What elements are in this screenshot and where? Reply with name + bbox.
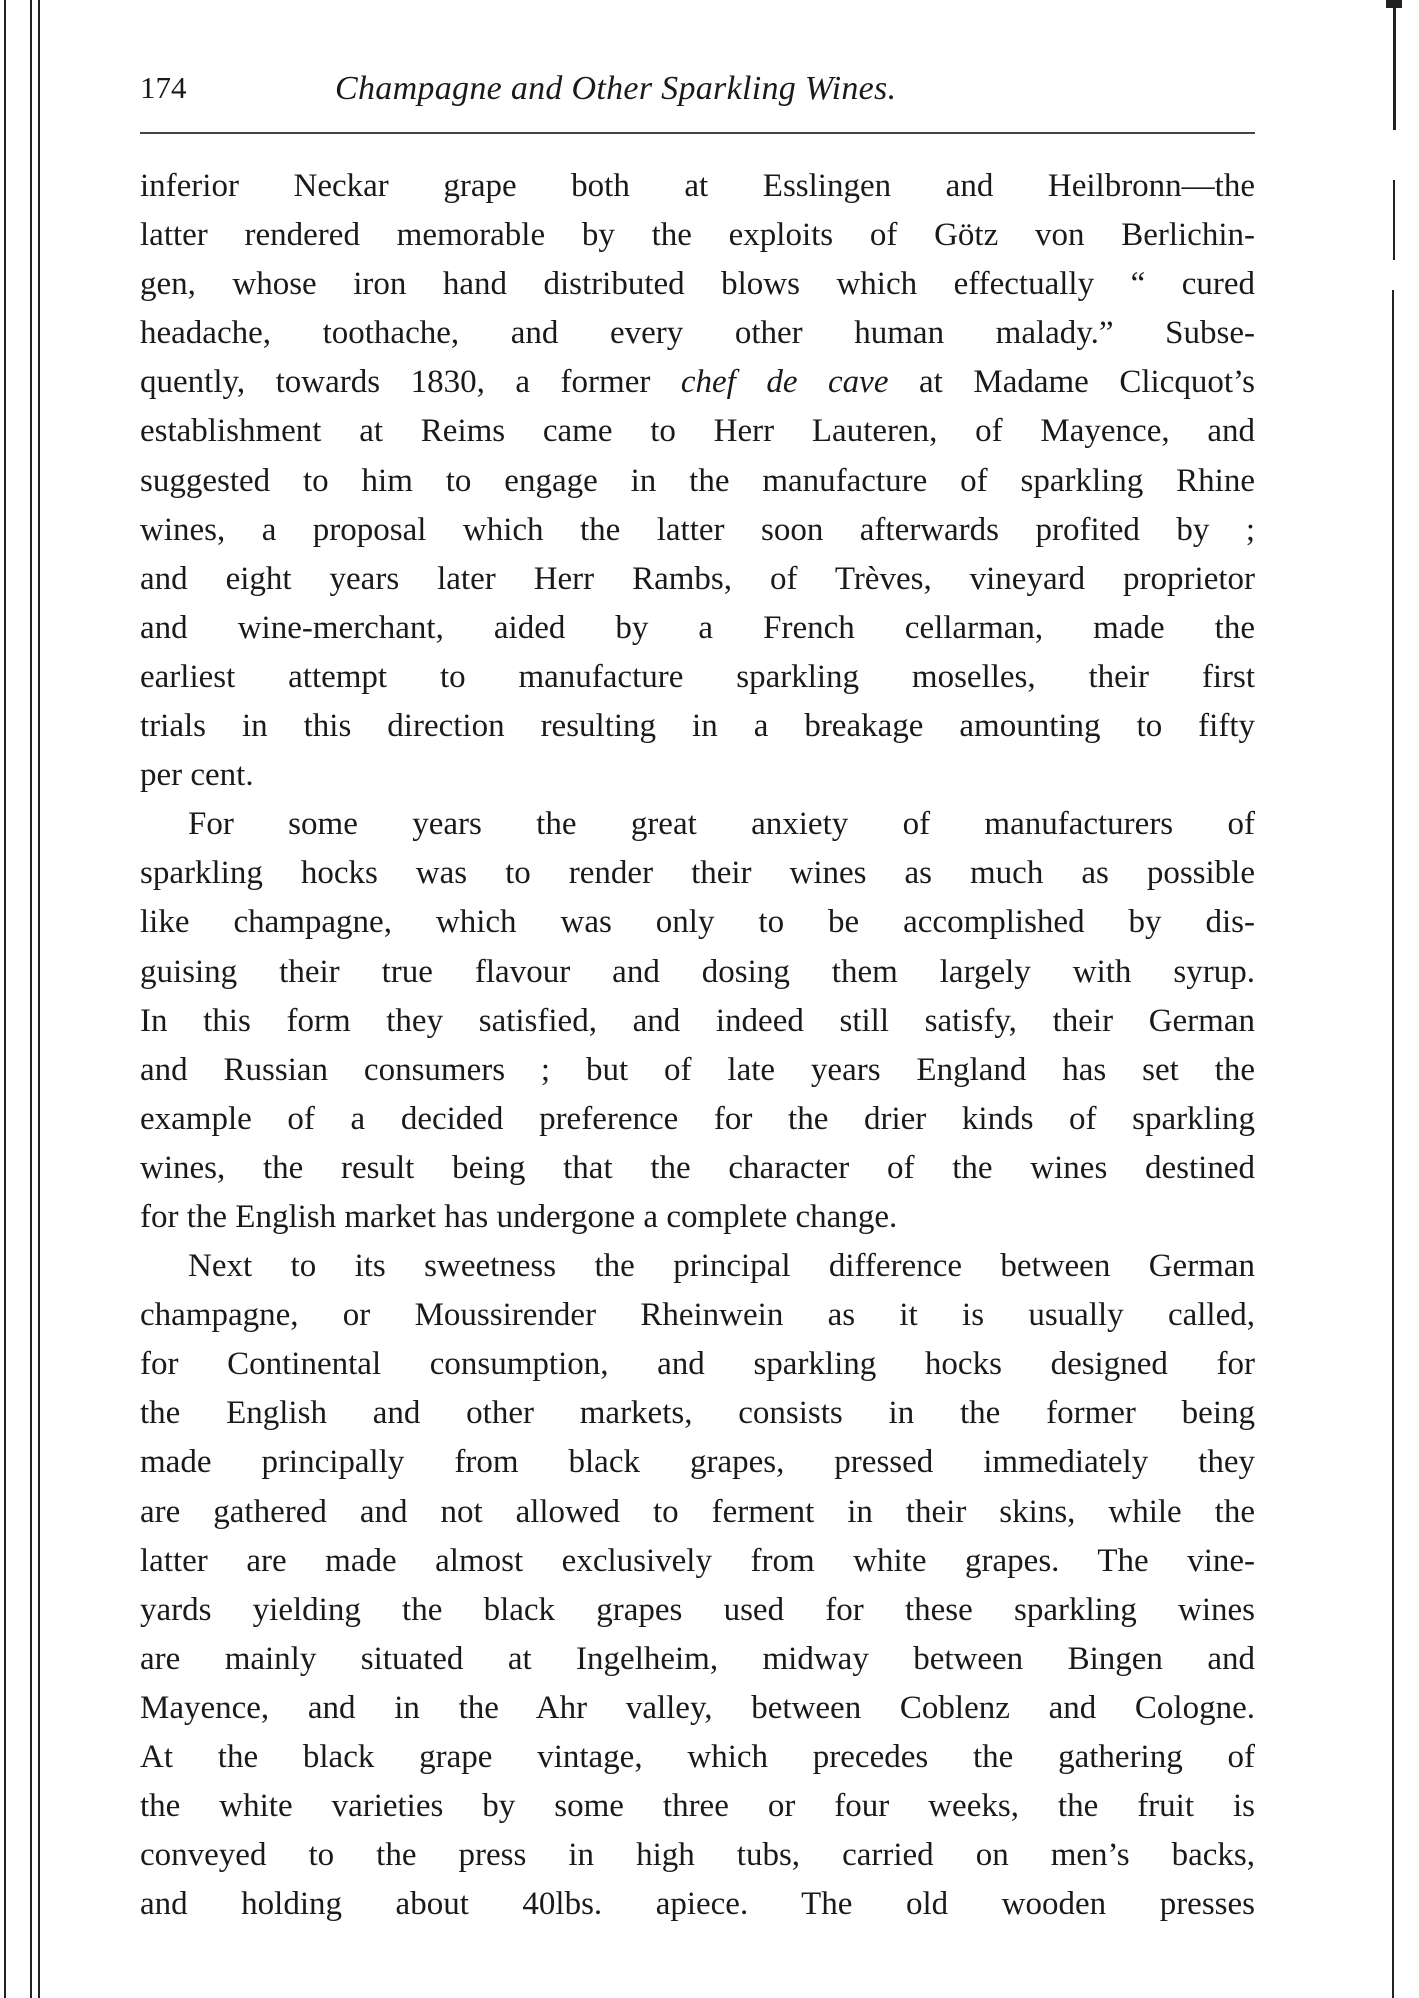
text-line: establishment at Reims came to Herr Lauteren, of Mayence, and <box>140 413 1255 450</box>
paragraph-1 <box>140 162 1255 800</box>
text-line: latter are made almost exclusively from white grapes. The vine- <box>140 1542 1255 1579</box>
right-scan-edge-mark-mid <box>1393 180 1395 260</box>
text-line: made principally from black grapes, pressed immediately they <box>140 1444 1255 1481</box>
text-line: wines, a proposal which the latter soon afterwards profited by ; <box>140 511 1255 548</box>
text-line: For some years the great anxiety of manufacturers of <box>188 806 1255 843</box>
text-line: the white varieties by some three or four weeks, the fruit is <box>140 1788 1255 1825</box>
text-line: are gathered and not allowed to ferment in their skins, while the <box>140 1493 1255 1530</box>
text-line: Mayence, and in the Ahr valley, between Coblenz and Cologne. <box>140 1689 1255 1726</box>
text-line: and eight years later Herr Rambs, of Trèves, vineyard proprietor <box>140 560 1255 597</box>
text-line: example of a decided preference for the drier kinds of sparkling <box>140 1100 1255 1137</box>
text-line: In this form they satisfied, and indeed still satisfy, their German <box>140 1002 1255 1039</box>
text-line: are mainly situated at Ingelheim, midway between Bingen and <box>140 1640 1255 1677</box>
header-rule <box>140 132 1255 134</box>
text-line: conveyed to the press in high tubs, carried on men’s backs, <box>140 1837 1255 1874</box>
right-scan-edge-mark-top <box>1393 0 1396 130</box>
book-page <box>140 60 1255 1923</box>
text-line: sparkling hocks was to render their wines as much as possible <box>140 855 1255 892</box>
text-line: per cent. <box>140 757 254 794</box>
text-line: inferior Neckar grape both at Esslingen and Heilbronn—the <box>140 168 1255 204</box>
text-line: latter rendered memorable by the exploits of Götz von Berlichin- <box>140 217 1255 254</box>
text-line: and wine-merchant, aided by a French cellarman, made the <box>140 609 1255 646</box>
text-line: At the black grape vintage, which precedes the gathering of <box>140 1739 1255 1775</box>
text-line: and Russian consumers ; but of late years England has set the <box>140 1051 1255 1088</box>
text-line-with-italic: quently, towards 1830, a former chef de cave at Madame Clicquot’s <box>140 364 1255 401</box>
text-line: wines, the result being that the character of the wines destined <box>140 1149 1255 1186</box>
text-line: trials in this direction resulting in a breakage amounting to fifty <box>140 708 1255 745</box>
running-title: Champagne and Other Sparkling Wines. <box>335 70 897 107</box>
paragraph-2 <box>140 800 1255 1242</box>
page-header <box>140 60 1255 120</box>
text-line: earliest attempt to manufacture sparkling moselles, their first <box>140 658 1255 695</box>
right-scan-edge-mark-low <box>1392 290 1394 1998</box>
body-text <box>140 162 1255 1929</box>
left-scan-edge-line-2 <box>30 0 32 1998</box>
text-line: and holding about 40lbs. apiece. The old wooden presses <box>140 1886 1255 1923</box>
left-scan-edge-line-1 <box>4 0 6 1998</box>
page-number: 174 <box>140 70 187 105</box>
paragraph-3 <box>140 1242 1255 1929</box>
text-line: Next to its sweetness the principal difference between German <box>188 1248 1255 1285</box>
italic-phrase: chef de cave <box>680 364 889 401</box>
text-line: yards yielding the black grapes used for these sparkling wines <box>140 1591 1255 1628</box>
text-line: suggested to him to engage in the manufacture of sparkling Rhine <box>140 462 1255 499</box>
text-line: for Continental consumption, and sparkling hocks designed for <box>140 1346 1255 1383</box>
left-scan-edge-line-3 <box>38 0 40 1998</box>
text-line: for the English market has undergone a complete change. <box>140 1198 898 1235</box>
text-line: gen, whose iron hand distributed blows which effectually “ cured <box>140 266 1255 303</box>
text-line: the English and other markets, consists in the former being <box>140 1395 1255 1432</box>
text-line: guising their true flavour and dosing them largely with syrup. <box>140 953 1255 990</box>
right-scan-edge-mark-top-cap <box>1386 0 1402 8</box>
text-line: champagne, or Moussirender Rheinwein as it is usually called, <box>140 1297 1255 1334</box>
text-line: like champagne, which was only to be accomplished by dis- <box>140 904 1255 941</box>
text-line: headache, toothache, and every other human malady.” Subse- <box>140 315 1255 352</box>
